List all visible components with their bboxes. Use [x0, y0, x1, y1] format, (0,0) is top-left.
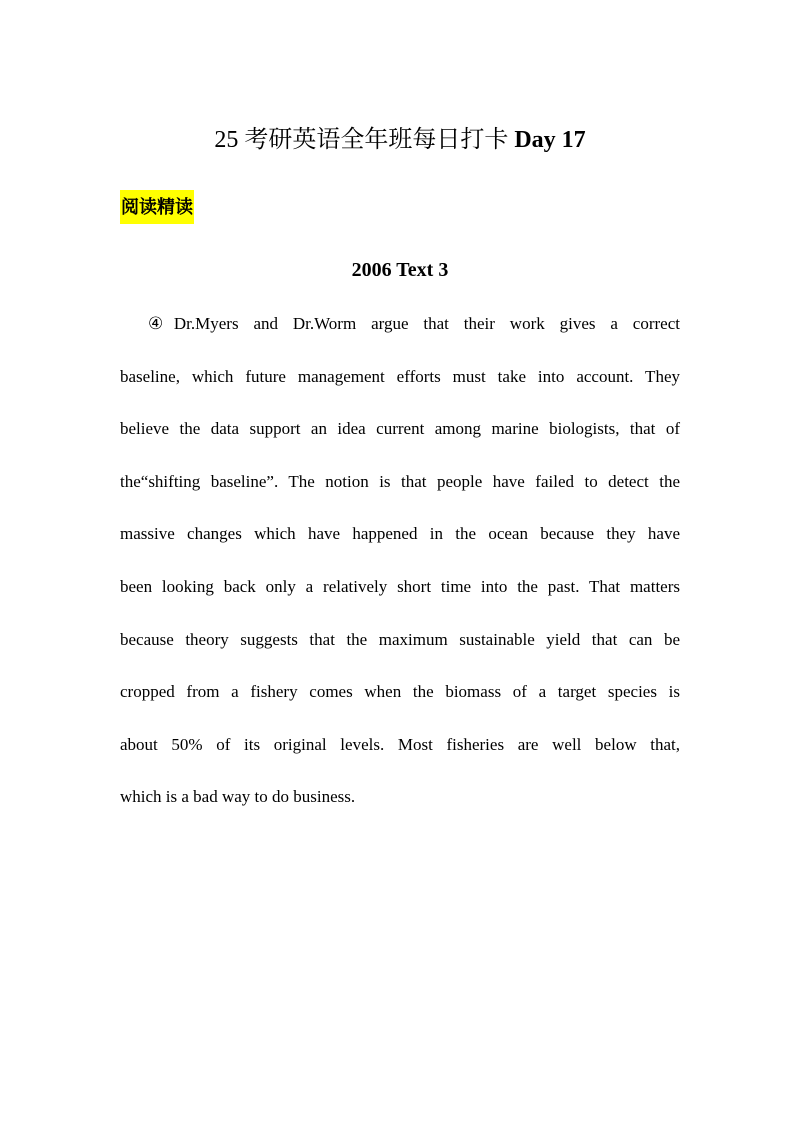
passage-line: been looking back only a relatively short time into the past. That matters	[120, 576, 680, 596]
section-label-highlighted: 阅读精读	[120, 190, 194, 224]
page-title-day: Day 17	[514, 127, 586, 153]
page-title	[0, 122, 800, 158]
passage-line: because theory suggests that the maximum sustainable yield that can be	[120, 629, 680, 649]
page-title-main: 25 考研英语全年班每日打卡	[214, 127, 509, 153]
passage-line: the“shifting baseline”. The notion is that people have failed to detect the	[120, 471, 680, 491]
passage-line: believe the data support an idea current among marine biologists, that of	[120, 419, 680, 439]
passage-line: massive changes which have happened in the ocean because they have	[120, 524, 680, 544]
passage-line: which is a bad way to do business.	[120, 787, 356, 807]
passage-line: about 50% of its original levels. Most fisheries are well below that,	[120, 734, 680, 754]
passage-body	[120, 306, 680, 832]
passage-title: 2006 Text 3	[351, 259, 449, 281]
passage-line: ④Dr.Myers and Dr.Worm argue that their work gives a correct	[148, 314, 680, 333]
passage-line: baseline, which future management efforts must take into account. They	[120, 366, 680, 386]
passage-line: cropped from a fishery comes when the biomass of a target species is	[120, 682, 680, 702]
